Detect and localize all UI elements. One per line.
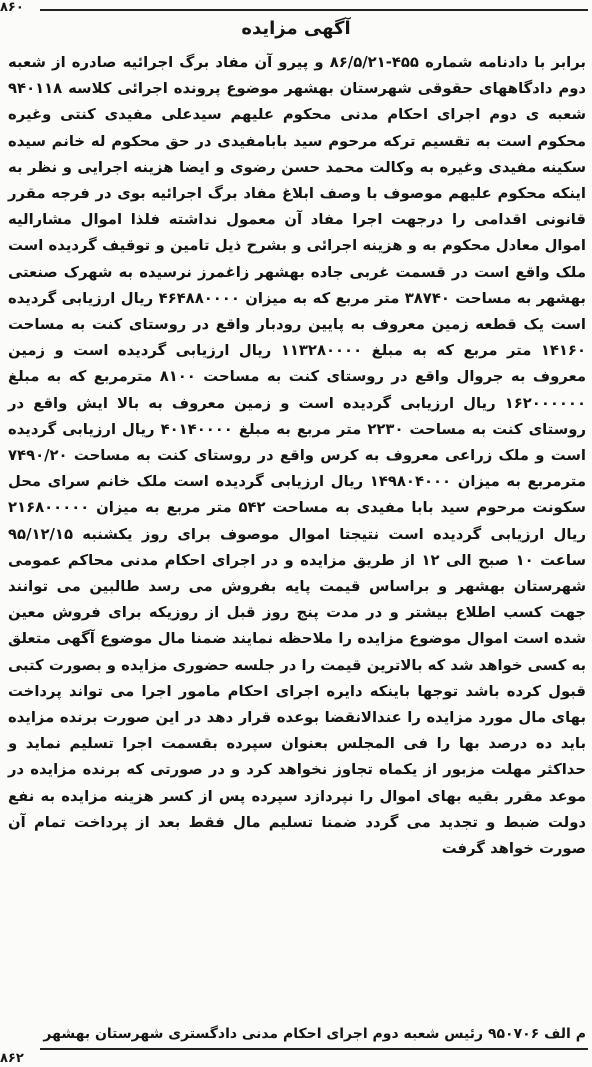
- notice-signature: م الف ۹۵۰۷۰۶ رئیس شعبه دوم اجرای احکام مدنی دادگستری شهرستان بهشهر: [43, 1026, 586, 1042]
- notice-body: [8, 50, 586, 862]
- header-page-number: ۸۶۰: [0, 0, 24, 15]
- notice-title: آگهی مزایده: [241, 18, 351, 39]
- footer-page-number: ۸۶۲: [0, 1051, 24, 1066]
- top-rule: [40, 9, 588, 11]
- bottom-rule: [40, 1048, 588, 1050]
- notice-body-text: برابر با دادنامه شماره ۴۵۵-۸۶/۵/۲۱ و پیرو آن مفاد برگ اجرائیه صادره از شعبه دوم دادگاههای حقوقی شهرستان بهشهر موضوع پرونده اجرائی کلاسه ۹۴۰۱۱۸ شعبه ی دوم اجرای احکام مدنی محکوم علیهم سیدعلی مفیدی کنتی وغیره محکوم است به تقسیم ترکه مرحوم سید بابامفیدی در حق محکوم له خانم سیده سکینه مفیدی وغیره به وکالت محمد حسن رضوی و ایضا هزینه اجرایی و نظر به اینکه محکوم علیهم موصوف با وصف ابلاغ مفاد برگ اجرائیه بوی در فرجه مقرر قانونی اقدامی را درجهت اجرا مفاد آن معمول نداشته فلذا اموال مشارالیه اموال معادل محکوم به و هزینه اجرائی و بشرح ذیل تامین و توقیف گردیده است ملک واقع است در قسمت غربی جاده بهشهر زاغمرز نرسیده به شهرک صنعتی بهشهر به مساحت ۳۸۷۴۰ متر مربع که به میزان ۴۶۴۸۸۰۰۰۰ ریال ارزیابی گردیده است یک قطعه زمین معروف به پایین رودبار واقع در روستای کنت به مساحت ۱۴۱۶۰ متر مربع که به مبلغ ۱۱۳۲۸۰۰۰۰ ریال ارزیابی گردیده است و زمین معروف به جروال واقع در روستای کنت به مساحت ۸۱۰۰ مترمربع که به مبلغ ۱۶۲۰۰۰۰۰۰ ریال ارزیابی گردیده است و زمین معروف به بالا ایش واقع در روستای کنت به مساحت ۲۲۳۰ متر مربع به مبلغ ۴۰۱۴۰۰۰۰ ریال ارزیابی گردیده است و ملک زراعی معروف به کرس واقع در روستای کنت به مساحت ۷۴۹۰/۲۰ مترمربع به میزان ۱۴۹۸۰۴۰۰۰ ریال ارزیابی گردیده است ملک خانم سرای محل سکونت مرحوم سید بابا مفیدی به مساحت ۵۴۲ متر مربع به میزان ۲۱۶۸۰۰۰۰۰ ریال ارزیابی گردیده است نتیجتا اموال موصوف برای روز یکشنبه ۹۵/۱۲/۱۵ ساعت ۱۰ صبح الی ۱۲ از طریق مزایده و در اجرای احکام مدنی محاکم عمومی شهرستان بهشهر و براساس قیمت پایه بفروش می رسد طالبین می توانند جهت کسب اطلاع بیشتر و در مدت پنج روز قبل از روزیکه برای فروش معین شده است اموال موضوع مزایده را ملاحظه نمایند ضمنا مال موضوع آگهی متعلق به کسی خواهد شد که بالاترین قیمت را در جلسه حضوری مزایده و بصورت کتبی قبول کرده باشد توجها باینکه دایره اجرای احکام مامور اجرا می تواند پرداخت بهای مال مورد مزایده را عندالانقضا بوعده قرار دهد در این صورت برنده مزایده باید ده درصد بها را فی المجلس بعنوان سپرده بقسمت اجرا تسلیم نماید و حداکثر مهلت مزبور از یکماه تجاوز نخواهد کرد و در صورتی که برنده مزایده در موعد مقرر بقیه بهای اموال را نپردازد سپرده پس از کسر هزینه مزایده به نفع دولت ضبط و تجدید می گردد ضمنا تسلیم مال فقط بعد از پرداخت تمام آن صورت خواهد گرفت: [8, 54, 587, 858]
